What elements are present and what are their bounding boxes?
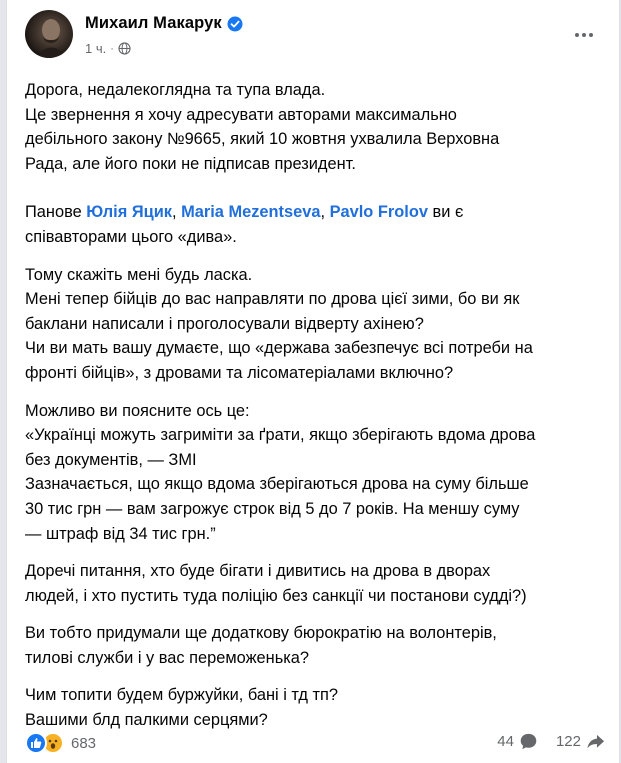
- paragraph-6: Ви тобто придумали ще додаткову бюрократію на волонтерів, тилові служби і у вас переможенька?: [25, 624, 497, 667]
- globe-icon[interactable]: [118, 42, 131, 55]
- verified-badge-icon: [227, 16, 243, 32]
- mention-link-3[interactable]: Pavlo Frolov: [329, 203, 428, 222]
- author-avatar[interactable]: [25, 10, 73, 58]
- meta-separator: ·: [110, 42, 114, 55]
- reactions-count[interactable]: 683: [71, 734, 97, 752]
- author-name[interactable]: Михаил Макарук: [85, 14, 222, 32]
- text-line: співавторами цього «дива».: [25, 227, 237, 246]
- text-line: Дорога, недалекоглядна та тупа влада.: [25, 81, 326, 99]
- paragraph-7: Чим топити будем буржуйки, бані і тд тп? Вашими блд палкими серцями?: [25, 686, 339, 730]
- comment-icon: [519, 732, 538, 751]
- text-fragment: Панове: [25, 203, 87, 222]
- text-fragment: ви є: [427, 203, 464, 222]
- more-options-button[interactable]: [569, 20, 599, 50]
- avatar-photo: [25, 10, 73, 58]
- comments-stat[interactable]: [497, 732, 538, 751]
- shares-count: 122: [555, 733, 581, 750]
- paragraph-4: Можливо ви поясните ось це: «Українці можуть загриміти за ґрати, якщо зберігають вдома дрова без документів, — ЗМІ Зазначається, що якщо вдома зберігаються дрова на суму більше 30 тис грн — вам загрожує строк від 5 до 7 років. На меншу суму — штраф від 34 тис грн.”: [25, 401, 536, 543]
- paragraph-1: [25, 78, 607, 176]
- mention-link-2[interactable]: Maria Mezentseva: [181, 203, 321, 222]
- paragraph-2: Панове Юлія Яцик, Maria Mezentseva, Pavlo Frolov ви є співавторами цього «дива».: [25, 203, 464, 246]
- post-timestamp[interactable]: 1 ч.: [85, 41, 107, 56]
- post-footer: [25, 729, 605, 759]
- post-text: [25, 78, 607, 733]
- shares-stat[interactable]: [556, 732, 605, 751]
- comments-count: 44: [497, 733, 514, 750]
- reactions-summary[interactable]: [25, 732, 96, 754]
- text-line: Це звернення я хочу адресувати авторами максимально: [25, 105, 457, 124]
- text-line: Рада, але його поки не підписав президент.: [25, 154, 356, 173]
- more-options-icon: [575, 33, 579, 37]
- text-line: дебільного закону №9665, який 10 жовтня ухвалила Верховна: [25, 130, 500, 149]
- share-icon: [586, 732, 605, 751]
- paragraph-3: Тому скажіть мені будь ласка. Мені тепер бійців до вас направляти по дрова цієї зими, бо ви як баклани написали і проголосували відверту ахінею? Чи ви мать вашу думаєте, що «держава забезпечує всі потреби на фронті бійців», з дровами та лісоматеріалами включно?: [25, 265, 533, 382]
- post-card: [6, 0, 620, 763]
- mention-link-1[interactable]: Юлія Яцик: [86, 203, 172, 222]
- paragraph-5: Доречі питання, хто буде бігати і дивитись на дрова в дворах людей, і хто пустить туда поліцію без санкції чи постанови судді?): [25, 562, 527, 605]
- like-icon: [25, 732, 47, 754]
- post-header: [25, 10, 607, 62]
